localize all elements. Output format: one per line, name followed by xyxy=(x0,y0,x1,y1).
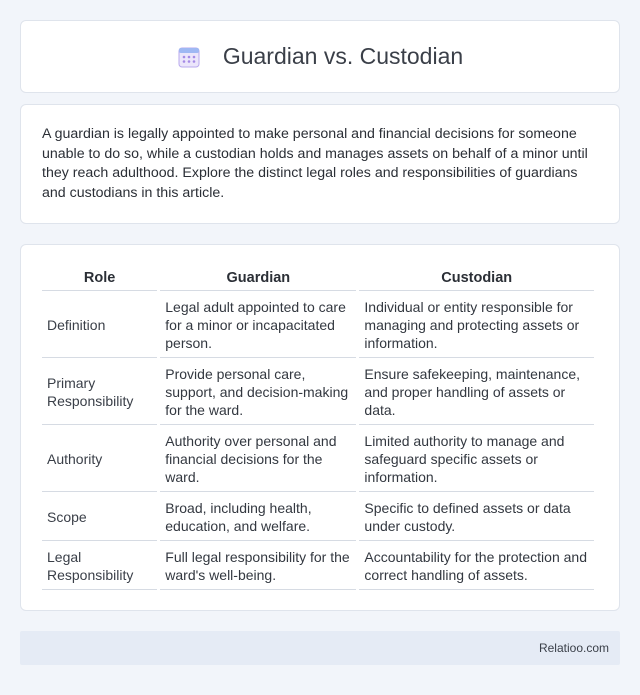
comparison-table xyxy=(39,266,597,590)
row-label: Authority xyxy=(42,425,157,492)
guardian-cell: Legal adult appointed to care for a minor or incapacitated person. xyxy=(160,291,356,358)
intro-card xyxy=(20,104,620,224)
title-wrap xyxy=(177,43,463,70)
table-row xyxy=(42,291,594,358)
row-label: Primary Responsibility xyxy=(42,358,157,425)
guardian-cell: Full legal responsibility for the ward's well-being. xyxy=(160,541,356,590)
custodian-cell: Limited authority to manage and safeguard specific assets or information. xyxy=(359,425,594,492)
custodian-cell: Specific to defined assets or data under custody. xyxy=(359,492,594,541)
row-label: Definition xyxy=(42,291,157,358)
footer-bar xyxy=(20,631,620,665)
calendar-icon xyxy=(177,45,201,69)
row-label: Scope xyxy=(42,492,157,541)
header-role: Role xyxy=(42,266,157,291)
intro-paragraph: A guardian is legally appointed to make personal and financial decisions for someone unable to do so, while a custodian holds and manages assets on behalf of a minor until they reach adulthood. Explore the distinct legal roles and responsibilities of guardians and custodians in this article. xyxy=(42,126,588,201)
row-label: Legal Responsibility xyxy=(42,541,157,590)
guardian-cell: Broad, including health, education, and welfare. xyxy=(160,492,356,541)
custodian-cell: Ensure safekeeping, maintenance, and proper handling of assets or data. xyxy=(359,358,594,425)
custodian-cell: Accountability for the protection and correct handling of assets. xyxy=(359,541,594,590)
table-row xyxy=(42,358,594,425)
guardian-cell: Provide personal care, support, and decision-making for the ward. xyxy=(160,358,356,425)
table-header-row xyxy=(42,266,594,291)
guardian-cell: Authority over personal and financial decisions for the ward. xyxy=(160,425,356,492)
header-card xyxy=(20,20,620,93)
header-custodian: Custodian xyxy=(359,266,594,291)
comparison-card xyxy=(20,244,620,611)
footer-site-name: Relatioo.com xyxy=(538,641,609,655)
header-guardian: Guardian xyxy=(160,266,356,291)
custodian-cell: Individual or entity responsible for managing and protecting assets or information. xyxy=(359,291,594,358)
table-row xyxy=(42,492,594,541)
page-title: Guardian vs. Custodian xyxy=(222,43,464,69)
table-row xyxy=(42,425,594,492)
table-row xyxy=(42,541,594,590)
